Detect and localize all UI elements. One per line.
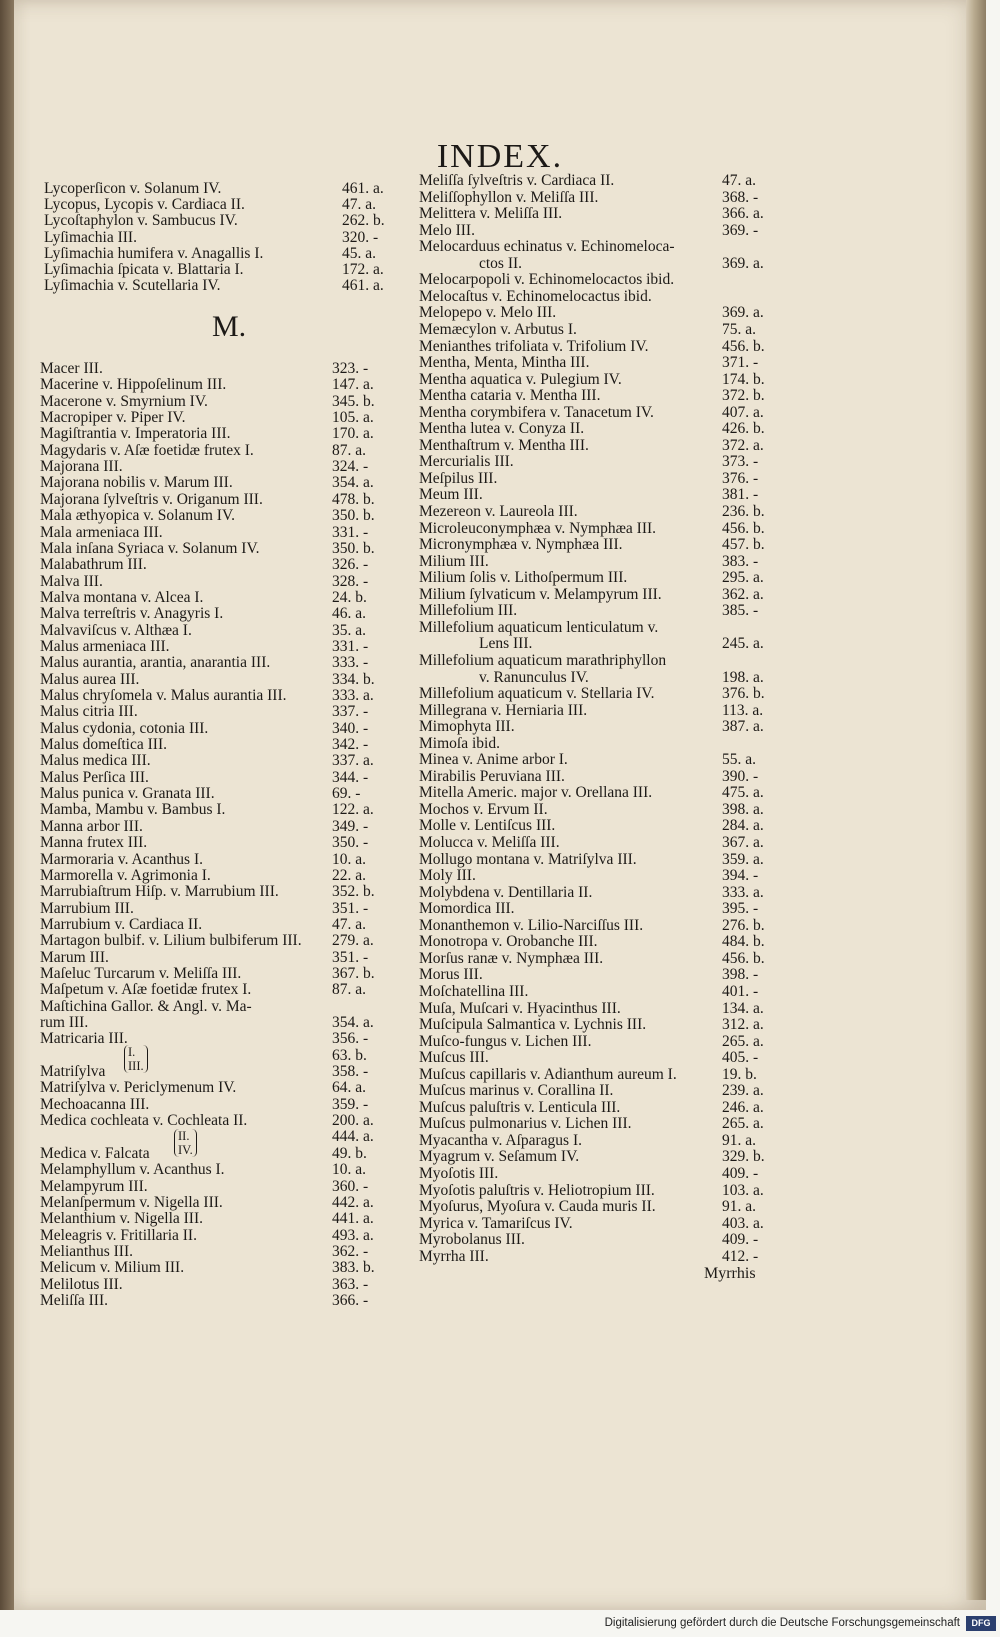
entry-name: Lycoperſicon v. Solanum IV. bbox=[44, 180, 222, 197]
entry-name: Medica v. Falcata bbox=[40, 1144, 150, 1162]
entry-name: Marrubiaſtrum Hiſp. v. Marrubium III. bbox=[40, 883, 279, 901]
entry-name: Majorana III. bbox=[40, 458, 123, 476]
entry-page-ref: 372. a. bbox=[722, 436, 764, 454]
entry-name: Milium ſolis v. Lithoſpermum III. bbox=[419, 569, 628, 587]
entry-page-ref: 87. a. bbox=[332, 441, 367, 459]
entry-name: Microleuconymphæa v. Nymphæa III. bbox=[419, 519, 657, 537]
entry-page-ref: 69. - bbox=[332, 785, 361, 803]
entry-name: Mala æthyopica v. Solanum IV. bbox=[40, 507, 236, 525]
entry-page-ref: 113. a. bbox=[722, 701, 764, 719]
entry-page-ref: 47. a. bbox=[342, 196, 377, 214]
entry-page-ref: 387. a. bbox=[722, 718, 764, 736]
entry-page-ref: 401. - bbox=[722, 982, 759, 1000]
entry-name: Malus armeniaca III. bbox=[40, 637, 170, 655]
entry-name: Macerone v. Smyrnium IV. bbox=[40, 392, 208, 410]
entry-page-ref: 239. a. bbox=[722, 1082, 764, 1100]
entry-name: Lycopus, Lycopis v. Cardiaca II. bbox=[44, 196, 245, 214]
entry-page-ref: 245. a. bbox=[722, 635, 764, 653]
entry-page-ref: 75. a. bbox=[722, 320, 757, 338]
entry-name: Maſtichina Gallor. & Angl. v. Ma- bbox=[40, 997, 252, 1015]
entry-page-ref: 350. b. bbox=[332, 539, 375, 557]
entry-name: Mentha, Menta, Mintha III. bbox=[419, 354, 590, 372]
entry-name: Matriſylva v. Periclymenum IV. bbox=[40, 1079, 237, 1097]
entry-name: Meliſſophyllon v. Meliſſa III. bbox=[419, 188, 599, 206]
entry-page-ref: 344. - bbox=[332, 768, 369, 786]
entry-name: Millefolium aquaticum v. Stellaria IV. bbox=[419, 685, 655, 703]
entry-page-ref: 312. a. bbox=[722, 1016, 764, 1034]
entry-name: Myoſotis III. bbox=[419, 1165, 499, 1182]
entry-page-ref: 398. - bbox=[722, 966, 759, 984]
entry-name: Millefolium III. bbox=[419, 602, 518, 620]
entry-page-ref: 372. b. bbox=[722, 387, 765, 405]
entry-page-ref: 383. - bbox=[722, 552, 759, 570]
entry-name: Macerine v. Hippoſelinum III. bbox=[40, 376, 227, 394]
entry-name: Mirabilis Peruviana III. bbox=[419, 767, 565, 785]
entry-page-ref: 265. a. bbox=[722, 1115, 764, 1133]
entry-page-ref: 64. a. bbox=[332, 1079, 367, 1097]
entry-name: Malus domeſtica III. bbox=[40, 736, 167, 754]
entry-page-ref: 366. - bbox=[332, 1291, 369, 1309]
entry-page-ref: 354. a. bbox=[332, 1014, 374, 1031]
entry-name: Menthaſtrum v. Mentha III. bbox=[419, 436, 589, 454]
entry-name: Malus medica III. bbox=[40, 752, 151, 770]
entry-name: Myacantha v. Aſparagus I. bbox=[419, 1131, 582, 1149]
entry-name: Malabathrum III. bbox=[40, 556, 147, 574]
entry-name: Mala inſana Syriaca v. Solanum IV. bbox=[40, 539, 260, 557]
entry-page-ref: 356. - bbox=[332, 1030, 369, 1048]
entry-name: Molybdena v. Dentillaria II. bbox=[419, 883, 593, 901]
entry-page-ref: 329. b. bbox=[722, 1148, 765, 1166]
entry-name: Minea v. Anime arbor I. bbox=[419, 751, 568, 769]
entry-page-ref: 10. a. bbox=[332, 850, 367, 868]
entry-page-ref: 409. - bbox=[722, 1231, 759, 1249]
entry-name: Maſpetum v. Aſæ foetidæ frutex I. bbox=[40, 981, 252, 999]
entry-page-ref: 403. a. bbox=[722, 1214, 764, 1232]
entry-page-ref: 170. a. bbox=[332, 425, 374, 443]
entry-name: v. Ranunculus IV. bbox=[479, 668, 589, 686]
entry-page-ref: 134. a. bbox=[722, 999, 764, 1017]
entry-name: Melanthium v. Nigella III. bbox=[40, 1210, 203, 1228]
entry-page-ref: 345. b. bbox=[332, 392, 375, 410]
entry-page-ref: 367. b. bbox=[332, 964, 375, 982]
entry-name: Malus aurantia, arantia, anarantia III. bbox=[40, 654, 271, 672]
entry-page-ref: 333. a. bbox=[722, 883, 764, 901]
entry-page-ref: 91. a. bbox=[722, 1131, 757, 1149]
entry-page-ref: 333. a. bbox=[332, 687, 374, 704]
entry-name: Muſcus marinus v. Corallina II. bbox=[419, 1082, 614, 1100]
entry-page-ref: 409. - bbox=[722, 1165, 759, 1182]
entry-name: Melo III. bbox=[419, 221, 475, 239]
entry-name: Melianthus III. bbox=[40, 1242, 133, 1260]
entry-page-ref: 390. - bbox=[722, 767, 759, 785]
entry-name: Moly III. bbox=[419, 867, 476, 885]
entry-page-ref: 284. a. bbox=[722, 817, 764, 835]
entry-page-ref: 91. a. bbox=[722, 1198, 757, 1216]
entry-page-ref: 122. a. bbox=[332, 801, 374, 819]
entry-page-ref: 35. a. bbox=[332, 621, 367, 639]
entry-name: ctos II. bbox=[479, 254, 523, 272]
entry-page-ref: 10. a. bbox=[332, 1161, 367, 1179]
entry-page-ref: 351. - bbox=[332, 899, 369, 917]
entry-name: Lyſimachia III. bbox=[44, 228, 137, 246]
entry-name: Malus chryſomela v. Malus aurantia III. bbox=[40, 687, 287, 704]
entry-page-ref: 398. a. bbox=[722, 800, 764, 818]
entry-page-ref: 49. b. bbox=[332, 1144, 367, 1162]
entry-name: Marmorella v. Agrimonia I. bbox=[40, 866, 211, 884]
entry-page-ref: 326. - bbox=[332, 556, 369, 574]
entry-page-ref: 328. - bbox=[332, 572, 369, 590]
entry-name: Medica cochleata v. Cochleata II. bbox=[40, 1112, 248, 1130]
entry-page-ref: 246. a. bbox=[722, 1098, 764, 1116]
entry-name: Malus cydonia, cotonia III. bbox=[40, 719, 209, 737]
entry-page-ref: 383. b. bbox=[332, 1259, 375, 1277]
entry-name: Mamba, Mambu v. Bambus I. bbox=[40, 801, 226, 819]
entry-page-ref: 55. a. bbox=[722, 751, 757, 769]
entry-page-ref: 442. a. bbox=[332, 1193, 374, 1211]
entry-page-ref: 426. b. bbox=[722, 420, 765, 438]
entry-page-ref: 362. a. bbox=[722, 585, 764, 603]
entry-page-ref: 369. a. bbox=[722, 304, 764, 322]
entry-page-ref: 350. b. bbox=[332, 507, 375, 525]
entry-name: Manna frutex III. bbox=[40, 834, 148, 852]
entry-name: Meum III. bbox=[419, 486, 483, 504]
entry-name: Millegrana v. Herniaria III. bbox=[419, 701, 588, 719]
entry-name: Marmoraria v. Acanthus I. bbox=[40, 850, 203, 868]
entry-page-ref: 493. a. bbox=[332, 1226, 374, 1244]
entry-page-ref: 456. b. bbox=[722, 949, 765, 967]
entry-name: Muſcus capillaris v. Adianthum aureum I. bbox=[419, 1065, 677, 1083]
entry-page-ref: 22. a. bbox=[332, 866, 367, 884]
entry-page-ref: 324. - bbox=[332, 458, 369, 476]
entry-name: rum III. bbox=[40, 1014, 89, 1031]
entry-page-ref: 354. a. bbox=[332, 474, 374, 492]
entry-name: Millefolium aquaticum lenticulatum v. bbox=[419, 618, 659, 636]
brace-group bbox=[124, 1045, 148, 1073]
entry-page-ref: 478. b. bbox=[332, 490, 375, 508]
entry-name: Malva III. bbox=[40, 572, 103, 590]
entry-name: Mentha aquatica v. Pulegium IV. bbox=[419, 370, 622, 388]
entry-name: Matriſylva bbox=[40, 1063, 106, 1081]
entry-name: Muſco-fungus v. Lichen III. bbox=[419, 1032, 592, 1050]
entry-name: Marum III. bbox=[40, 948, 109, 966]
entry-name: Melocarduus echinatus v. Echinomeloca- bbox=[419, 238, 675, 256]
entry-name: Melanſpermum v. Nigella III. bbox=[40, 1193, 223, 1211]
brace-item: I. bbox=[128, 1045, 136, 1060]
brace-group bbox=[174, 1129, 197, 1157]
entry-page-ref: 333. - bbox=[332, 654, 369, 672]
entry-name: Malus Perſica III. bbox=[40, 768, 149, 786]
entry-name: Millefolium aquaticum marathriphyllon bbox=[419, 651, 667, 669]
entry-page-ref: 367. a. bbox=[722, 834, 764, 851]
entry-page-ref: 350. - bbox=[332, 834, 369, 852]
entry-page-ref: 412. - bbox=[722, 1247, 759, 1265]
entry-name: Melicum v. Milium III. bbox=[40, 1259, 185, 1277]
entry-name: Melopepo v. Melo III. bbox=[419, 304, 557, 322]
entry-name: Marrubium v. Cardiaca II. bbox=[40, 915, 203, 933]
entry-page-ref: 457. b. bbox=[722, 536, 765, 554]
entry-name: Muſcus III. bbox=[419, 1049, 489, 1067]
section-letter: M. bbox=[212, 310, 247, 343]
entry-page-ref: 461. a. bbox=[342, 277, 384, 295]
entry-page-ref: 340. - bbox=[332, 719, 369, 737]
brace-item: III. bbox=[128, 1059, 144, 1074]
entry-name: Monotropa v. Orobanche III. bbox=[419, 933, 598, 951]
entry-page-ref: 352. b. bbox=[332, 883, 375, 901]
entry-name: Morus III. bbox=[419, 966, 483, 984]
entry-name: Molucca v. Meliſſa III. bbox=[419, 834, 560, 851]
entry-name: Menianthes trifoliata v. Trifolium IV. bbox=[419, 337, 649, 355]
entry-name: Myoſotis paluſtris v. Heliotropium III. bbox=[419, 1181, 655, 1199]
book-spine bbox=[966, 0, 986, 1600]
entry-name: Mentha corymbifera v. Tanacetum IV. bbox=[419, 403, 654, 421]
book-page bbox=[14, 0, 986, 1610]
entry-page-ref: 47. a. bbox=[332, 915, 367, 933]
entry-page-ref: 369. a. bbox=[722, 254, 764, 272]
entry-page-ref: 262. b. bbox=[342, 212, 385, 230]
entry-name: Marrubium III. bbox=[40, 899, 134, 917]
entry-page-ref: 19. b. bbox=[722, 1065, 757, 1083]
entry-page-ref: 295. a. bbox=[722, 569, 764, 587]
entry-name: Melocarpopoli v. Echinomelocactos ibid. bbox=[419, 271, 675, 289]
entry-name: Morſus ranæ v. Nymphæa III. bbox=[419, 949, 604, 967]
entry-name: Meſpilus III. bbox=[419, 469, 498, 487]
entry-name: Mentha cataria v. Mentha III. bbox=[419, 387, 601, 405]
entry-page-ref: 323. - bbox=[332, 360, 369, 377]
entry-page-ref: 358. - bbox=[332, 1063, 369, 1081]
entry-page-ref: 337. a. bbox=[332, 752, 374, 770]
entry-name: Meliſſa ſylveſtris v. Cardiaca II. bbox=[419, 172, 615, 189]
entry-page-ref: 376. b. bbox=[722, 685, 765, 703]
entry-page-ref: 198. a. bbox=[722, 668, 764, 686]
entry-name: Molle v. Lentiſcus III. bbox=[419, 817, 556, 835]
entry-page-ref: 376. - bbox=[722, 469, 759, 487]
entry-name: Mala armeniaca III. bbox=[40, 523, 163, 541]
entry-page-ref: 342. - bbox=[332, 736, 369, 754]
entry-name: Milium III. bbox=[419, 552, 489, 570]
entry-page-ref: 363. - bbox=[332, 1275, 369, 1293]
brace-item: IV. bbox=[178, 1142, 193, 1157]
entry-name: Malus punica v. Granata III. bbox=[40, 785, 215, 803]
entry-name: Mochos v. Ervum II. bbox=[419, 800, 548, 818]
entry-name: Manna arbor III. bbox=[40, 817, 143, 835]
entry-name: Meleagris v. Fritillaria II. bbox=[40, 1226, 197, 1244]
entry-name: Maſeluc Turcarum v. Meliſſa III. bbox=[40, 964, 242, 982]
entry-name: Myrica v. Tamariſcus IV. bbox=[419, 1214, 573, 1232]
entry-page-ref: 105. a. bbox=[332, 409, 374, 427]
entry-page-ref: 24. b. bbox=[332, 588, 367, 606]
entry-page-ref: 484. b. bbox=[722, 933, 765, 951]
entry-page-ref: 368. - bbox=[722, 188, 759, 206]
entry-page-ref: 331. - bbox=[332, 523, 369, 541]
entry-page-ref: 381. - bbox=[722, 486, 759, 504]
entry-page-ref: 373. - bbox=[722, 453, 759, 471]
entry-page-ref: 366. a. bbox=[722, 205, 764, 223]
entry-name: Myoſurus, Myoſura v. Cauda muris II. bbox=[419, 1198, 656, 1216]
entry-page-ref: 394. - bbox=[722, 867, 759, 885]
entry-name: Lens III. bbox=[479, 635, 533, 653]
entry-name: Muſcus paluſtris v. Lenticula III. bbox=[419, 1098, 621, 1116]
entry-name: Myrobolanus III. bbox=[419, 1231, 525, 1249]
entry-page-ref: 103. a. bbox=[722, 1181, 764, 1199]
entry-page-ref: 395. - bbox=[722, 900, 759, 918]
entry-name: Monanthemon v. Lilio-Narciſſus III. bbox=[419, 916, 644, 934]
entry-name: Moſchatellina III. bbox=[419, 982, 529, 1000]
entry-page-ref: 265. a. bbox=[722, 1032, 764, 1050]
entry-page-ref: 360. - bbox=[332, 1177, 369, 1195]
entry-name: Martagon bulbif. v. Lilium bulbiferum III. bbox=[40, 932, 302, 950]
entry-name: Myrrha III. bbox=[419, 1247, 489, 1265]
entry-name: Malus aurea III. bbox=[40, 670, 140, 688]
entry-page-ref: 45. a. bbox=[342, 244, 377, 262]
entry-name: Majorana ſylveſtris v. Origanum III. bbox=[40, 490, 263, 508]
entry-page-ref: 444. a. bbox=[332, 1128, 374, 1146]
entry-name: Macer III. bbox=[40, 360, 103, 377]
entry-name: Muſcipula Salmantica v. Lychnis III. bbox=[419, 1016, 647, 1034]
entry-name: Malus citria III. bbox=[40, 703, 138, 721]
entry-name: Mercurialis III. bbox=[419, 453, 514, 471]
entry-page-ref: 405. - bbox=[722, 1049, 759, 1067]
entry-name: Malvaviſcus v. Althæa I. bbox=[40, 621, 192, 639]
entry-name: Myagrum v. Seſamum IV. bbox=[419, 1148, 580, 1166]
catchword: Myrrhis bbox=[704, 1265, 756, 1283]
entry-page-ref: 441. a. bbox=[332, 1210, 374, 1228]
entry-page-ref: 87. a. bbox=[332, 981, 367, 999]
entry-name: Mitella Americ. major v. Orellana III. bbox=[419, 784, 653, 802]
entry-name: Malva terreſtris v. Anagyris I. bbox=[40, 605, 224, 623]
entry-name: Majorana nobilis v. Marum III. bbox=[40, 474, 233, 492]
entry-name: Muſa, Muſcari v. Hyacinthus III. bbox=[419, 999, 621, 1017]
footer-credit: Digitalisierung gefördert durch die Deutsche Forschungsgemeinschaft bbox=[604, 1617, 960, 1629]
entry-page-ref: 456. b. bbox=[722, 519, 765, 537]
entry-page-ref: 407. a. bbox=[722, 403, 764, 421]
entry-name: Lyſimachia v. Scutellaria IV. bbox=[44, 277, 221, 295]
brace-item: II. bbox=[178, 1128, 190, 1143]
entry-name: Mechoacanna III. bbox=[40, 1095, 150, 1113]
entry-name: Lyſimachia humifera v. Anagallis I. bbox=[44, 244, 264, 262]
entry-page-ref: 337. - bbox=[332, 703, 369, 721]
entry-page-ref: 385. - bbox=[722, 602, 759, 620]
entry-page-ref: 359. a. bbox=[722, 850, 764, 868]
entry-page-ref: 147. a. bbox=[332, 376, 374, 394]
entry-page-ref: 47. a. bbox=[722, 172, 757, 189]
entry-page-ref: 236. b. bbox=[722, 503, 765, 520]
entry-name: Mimoſa ibid. bbox=[419, 734, 500, 752]
entry-page-ref: 349. - bbox=[332, 817, 369, 835]
entry-name: Magydaris v. Aſæ foetidæ frutex I. bbox=[40, 441, 254, 459]
entry-page-ref: 369. - bbox=[722, 221, 759, 239]
entry-page-ref: 46. a. bbox=[332, 605, 367, 623]
entry-name: Muſcus pulmonarius v. Lichen III. bbox=[419, 1115, 632, 1133]
entry-page-ref: 475. a. bbox=[722, 784, 764, 802]
entry-name: Mollugo montana v. Matriſylva III. bbox=[419, 850, 637, 868]
entry-page-ref: 276. b. bbox=[722, 916, 765, 934]
entry-name: Malva montana v. Alcea I. bbox=[40, 588, 204, 606]
entry-page-ref: 362. - bbox=[332, 1242, 369, 1260]
entry-name: Macropiper v. Piper IV. bbox=[40, 409, 186, 427]
entry-name: Melamphyllum v. Acanthus I. bbox=[40, 1161, 225, 1179]
dfg-logo: DFG bbox=[966, 1616, 996, 1631]
entry-page-ref: 174. b. bbox=[722, 370, 765, 388]
entry-name: Magiſtrantia v. Imperatoria III. bbox=[40, 425, 231, 443]
entry-name: Mezereon v. Laureola III. bbox=[419, 503, 578, 520]
entry-page-ref: 351. - bbox=[332, 948, 369, 966]
entry-page-ref: 279. a. bbox=[332, 932, 374, 950]
page-edge bbox=[0, 0, 14, 1610]
entry-name: Lycoſtaphylon v. Sambucus IV. bbox=[44, 212, 238, 230]
entry-name: Meliſſa III. bbox=[40, 1291, 109, 1309]
entry-name: Milium ſylvaticum v. Melampyrum III. bbox=[419, 585, 662, 603]
entry-name: Mimophyta III. bbox=[419, 718, 515, 736]
entry-name: Melilotus III. bbox=[40, 1275, 123, 1293]
entry-name: Melocaſtus v. Echinomelocactus ibid. bbox=[419, 287, 652, 305]
entry-page-ref: 456. b. bbox=[722, 337, 765, 355]
entry-name: Melittera v. Meliſſa III. bbox=[419, 205, 563, 223]
entry-name: Lyſimachia ſpicata v. Blattaria I. bbox=[44, 261, 244, 278]
entry-page-ref: 371. - bbox=[722, 354, 759, 372]
entry-page-ref: 172. a. bbox=[342, 261, 384, 278]
entry-page-ref: 359. - bbox=[332, 1095, 369, 1113]
entry-page-ref: 334. b. bbox=[332, 670, 375, 688]
entry-name: Memæcylon v. Arbutus I. bbox=[419, 320, 577, 338]
entry-page-ref: 200. a. bbox=[332, 1112, 374, 1130]
entry-page-ref: 320. - bbox=[342, 228, 379, 246]
entry-name: Micronymphæa v. Nymphæa III. bbox=[419, 536, 623, 554]
entry-name: Matricaria III. bbox=[40, 1030, 128, 1048]
entry-name: Melampyrum III. bbox=[40, 1177, 148, 1195]
entry-name: Momordica III. bbox=[419, 900, 515, 918]
entry-page-ref: 63. b. bbox=[332, 1046, 367, 1064]
entry-page-ref: 331. - bbox=[332, 637, 369, 655]
page-title: INDEX. bbox=[436, 138, 564, 175]
entry-name: Mentha lutea v. Conyza II. bbox=[419, 420, 585, 438]
entry-page-ref: 461. a. bbox=[342, 180, 384, 197]
